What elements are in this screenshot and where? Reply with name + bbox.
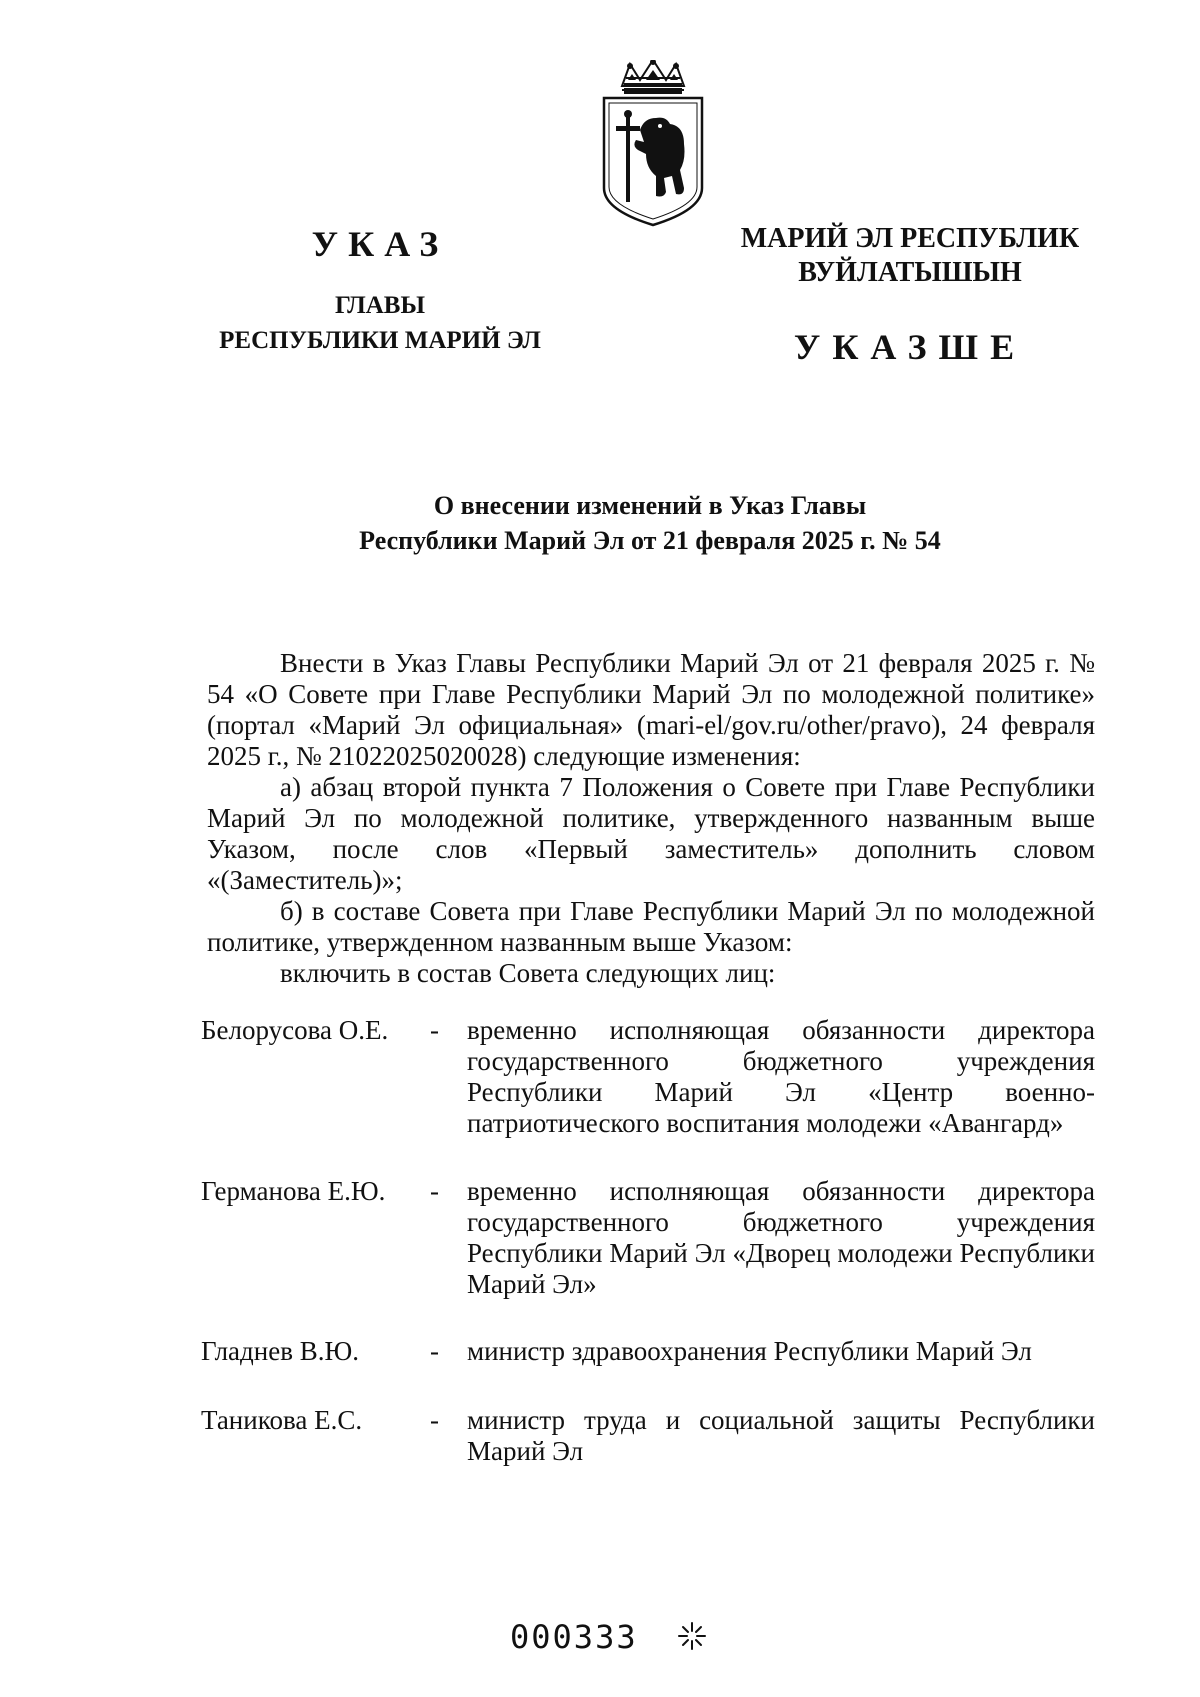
member-position: министр здравоохранения Республики Марий Эл (467, 1336, 1032, 1366)
member-name: Белорусова О.Е. (201, 1015, 389, 1045)
right-decree-title: УКАЗШЕ (793, 327, 1027, 367)
list-item (201, 1015, 1095, 1139)
right-issuer-line-1: МАРИЙ ЭЛ РЕСПУБЛИК (740, 223, 1080, 254)
right-issuer-line-2: ВУЙЛАТЫШЫН (798, 257, 1022, 289)
member-dash: - (430, 1176, 439, 1206)
left-issuer-block (170, 290, 590, 361)
intro-paragraph: Внести в Указ Главы Республики Марий Эл от 21 февраля 2025 г. № 54 «О Совете при Главе Республики Марий Эл по молодежной политике» (портал «Марий Эл официальная» (mari-el/gov.ru/other/pravo), 24 февраля 2025 г., № 21022025020028) следующие изменения: (207, 648, 1095, 771)
list-item (201, 1176, 1095, 1300)
member-dash: - (430, 1405, 439, 1435)
include-paragraph: включить в состав Совета следующих лиц: (280, 958, 776, 988)
member-position: министр труда и социальной защиты Республики Марий Эл (467, 1405, 1095, 1466)
title-line-2: Республики Марий Эл от 21 февраля 2025 г. № 54 (359, 526, 941, 556)
item-b-paragraph: б) в составе Совета при Главе Республики Марий Эл по молодежной политике, утвержденном названным выше Указом: (207, 896, 1095, 957)
member-name: Германова Е.Ю. (201, 1176, 386, 1206)
title-line-1: О внесении изменений в Указ Главы (433, 491, 867, 520)
item-a-paragraph: а) абзац второй пункта 7 Положения о Совете при Главе Республики Марий Эл по молодежной политике, утвержденного названным выше Указом, после слов «Первый заместитель» дополнить словом «(Заместитель)»; (207, 772, 1095, 895)
member-position: временно исполняющая обязанности директора государственного бюджетного учреждения Республики Марий Эл «Дворец молодежи Республики Марий Эл» (467, 1176, 1095, 1299)
right-issuer-block (700, 222, 1120, 290)
member-position: временно исполняющая обязанности директора государственного бюджетного учреждения Республики Марий Эл «Центр военно-патриотического воспитания молодежи «Авангард» (467, 1015, 1095, 1138)
document-serial-number: 000333 (510, 1618, 638, 1656)
left-issuer-line-1: ГЛАВЫ (334, 292, 426, 319)
member-dash: - (430, 1015, 439, 1045)
member-dash: - (430, 1336, 439, 1366)
document-title (200, 488, 1100, 558)
member-name: Гладнев В.Ю. (201, 1336, 359, 1366)
members-list (201, 1015, 1095, 1467)
document-body (207, 648, 1095, 989)
asterisk-mark-icon (676, 1620, 708, 1652)
left-issuer-line-2: РЕСПУБЛИКИ МАРИЙ ЭЛ (219, 327, 541, 355)
member-name: Таникова Е.С. (201, 1405, 363, 1435)
list-item (201, 1336, 1095, 1367)
list-item (201, 1405, 1095, 1467)
left-decree-title: УКАЗ (311, 224, 449, 264)
coat-of-arms-icon (600, 60, 706, 230)
